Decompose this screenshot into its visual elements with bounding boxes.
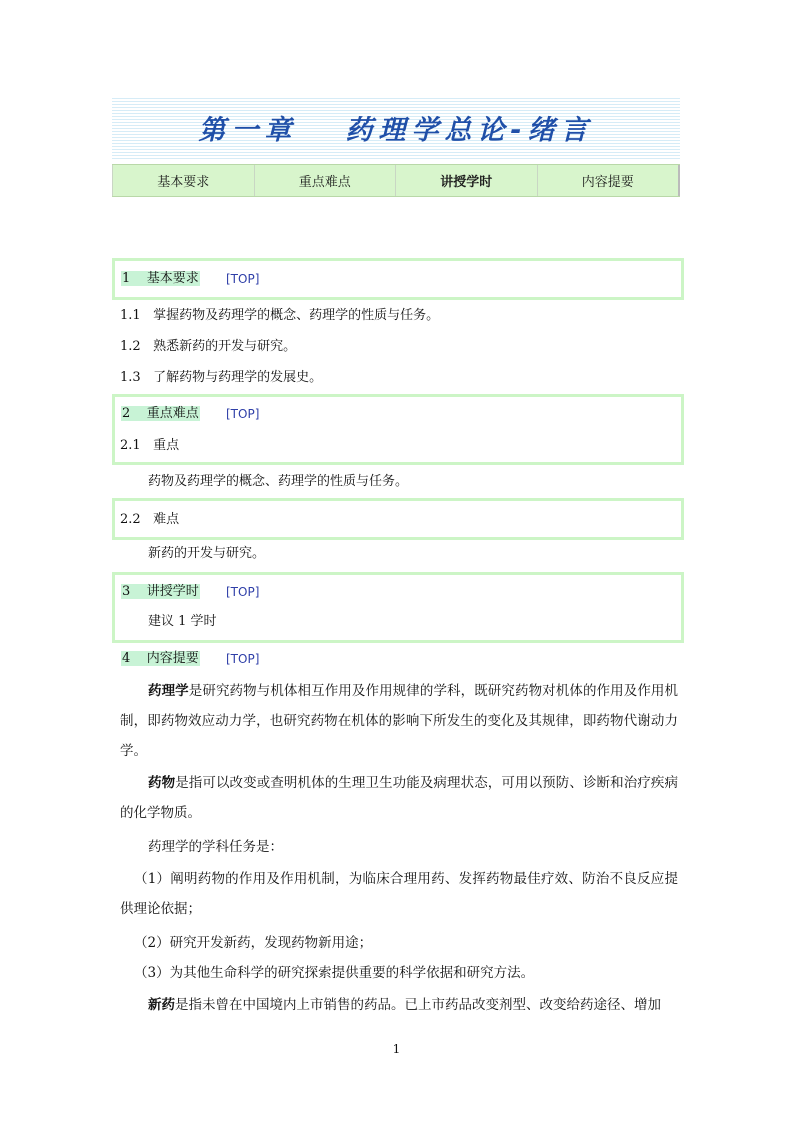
- section-3-top-link[interactable]: [TOP]: [226, 585, 260, 599]
- paragraph-task-2: （2）研究开发新药，发现药物新用途；: [134, 935, 373, 951]
- term-new-drug: 新药: [148, 997, 175, 1013]
- chapter-number: 第一章: [198, 115, 298, 146]
- teaching-hours-text: 建议 1 学时: [148, 614, 217, 629]
- term-pharmacology: 药理学: [148, 683, 189, 699]
- section-2-heading: [121, 405, 200, 423]
- section-3-heading: [121, 583, 200, 601]
- paragraph-task-1: （1）阐明药物的作用及作用机制，为临床合理用药、发挥药物最佳疗效、防治不良反应提供理论依据；: [120, 871, 678, 917]
- paragraph-tasks-intro: 药理学的学科任务是：: [148, 839, 283, 855]
- paragraph-new-drug: 新药是指未曾在中国境内上市销售的药品。已上市药品改变剂型、改变给药途径、增加: [148, 997, 661, 1013]
- key-points-text: 药物及药理学的概念、药理学的性质与任务。: [148, 474, 409, 489]
- section-4-heading: [121, 650, 200, 668]
- section-nav: [112, 164, 680, 197]
- paragraph-task-3: （3）为其他生命科学的研究探索提供重要的科学依据和研究方法。: [134, 965, 535, 981]
- list-item: 1.2 熟悉新药的开发与研究。: [120, 339, 297, 354]
- key-points-heading: 2.1 重点: [120, 438, 180, 453]
- section-1-heading: [121, 270, 200, 288]
- nav-teaching-hours[interactable]: 讲授学时: [395, 165, 537, 196]
- section-4-number: 4: [122, 651, 131, 666]
- chapter-title: [112, 108, 680, 147]
- section-3-title: 讲授学时: [146, 584, 199, 599]
- difficulties-box: [112, 498, 684, 540]
- nav-key-points[interactable]: 重点难点: [254, 165, 396, 196]
- section-2-title: 重点难点: [146, 406, 199, 421]
- paragraph-pharmacology: 药理学是研究药物与机体相互作用及作用规律的学科，既研究药物对机体的作用及作用机制，即药物效应动力学，也研究药物在机体的影响下所发生的变化及其规律，即药物代谢动力学。: [120, 683, 679, 759]
- list-item: 1.1 掌握药物及药理学的概念、药理学的性质与任务。: [120, 308, 440, 323]
- nav-content-summary[interactable]: 内容提要: [537, 165, 681, 196]
- section-1-number: 1: [122, 271, 131, 286]
- section-1-top-link[interactable]: [TOP]: [226, 272, 260, 286]
- section-2-top-link[interactable]: [TOP]: [226, 407, 260, 421]
- paragraph-drug: 药物是指可以改变或查明机体的生理卫生功能及病理状态，可用以预防、诊断和治疗疾病的化学物质。: [120, 775, 679, 821]
- section-4-top-link[interactable]: [TOP]: [226, 652, 260, 666]
- difficulties-text: 新药的开发与研究。: [148, 546, 266, 561]
- term-drug: 药物: [148, 775, 176, 791]
- list-item: 1.3 了解药物与药理学的发展史。: [120, 370, 323, 385]
- difficulties-heading: 2.2 难点: [120, 512, 180, 527]
- section-1-title: 基本要求: [146, 271, 199, 286]
- section-3-number: 3: [122, 584, 131, 599]
- section-2-number: 2: [122, 406, 131, 421]
- section-4-title: 内容提要: [146, 651, 199, 666]
- chapter-name: 药理学总论-绪言: [345, 115, 594, 146]
- page-number: 1: [392, 1042, 401, 1056]
- nav-basic-requirements[interactable]: 基本要求: [112, 165, 254, 196]
